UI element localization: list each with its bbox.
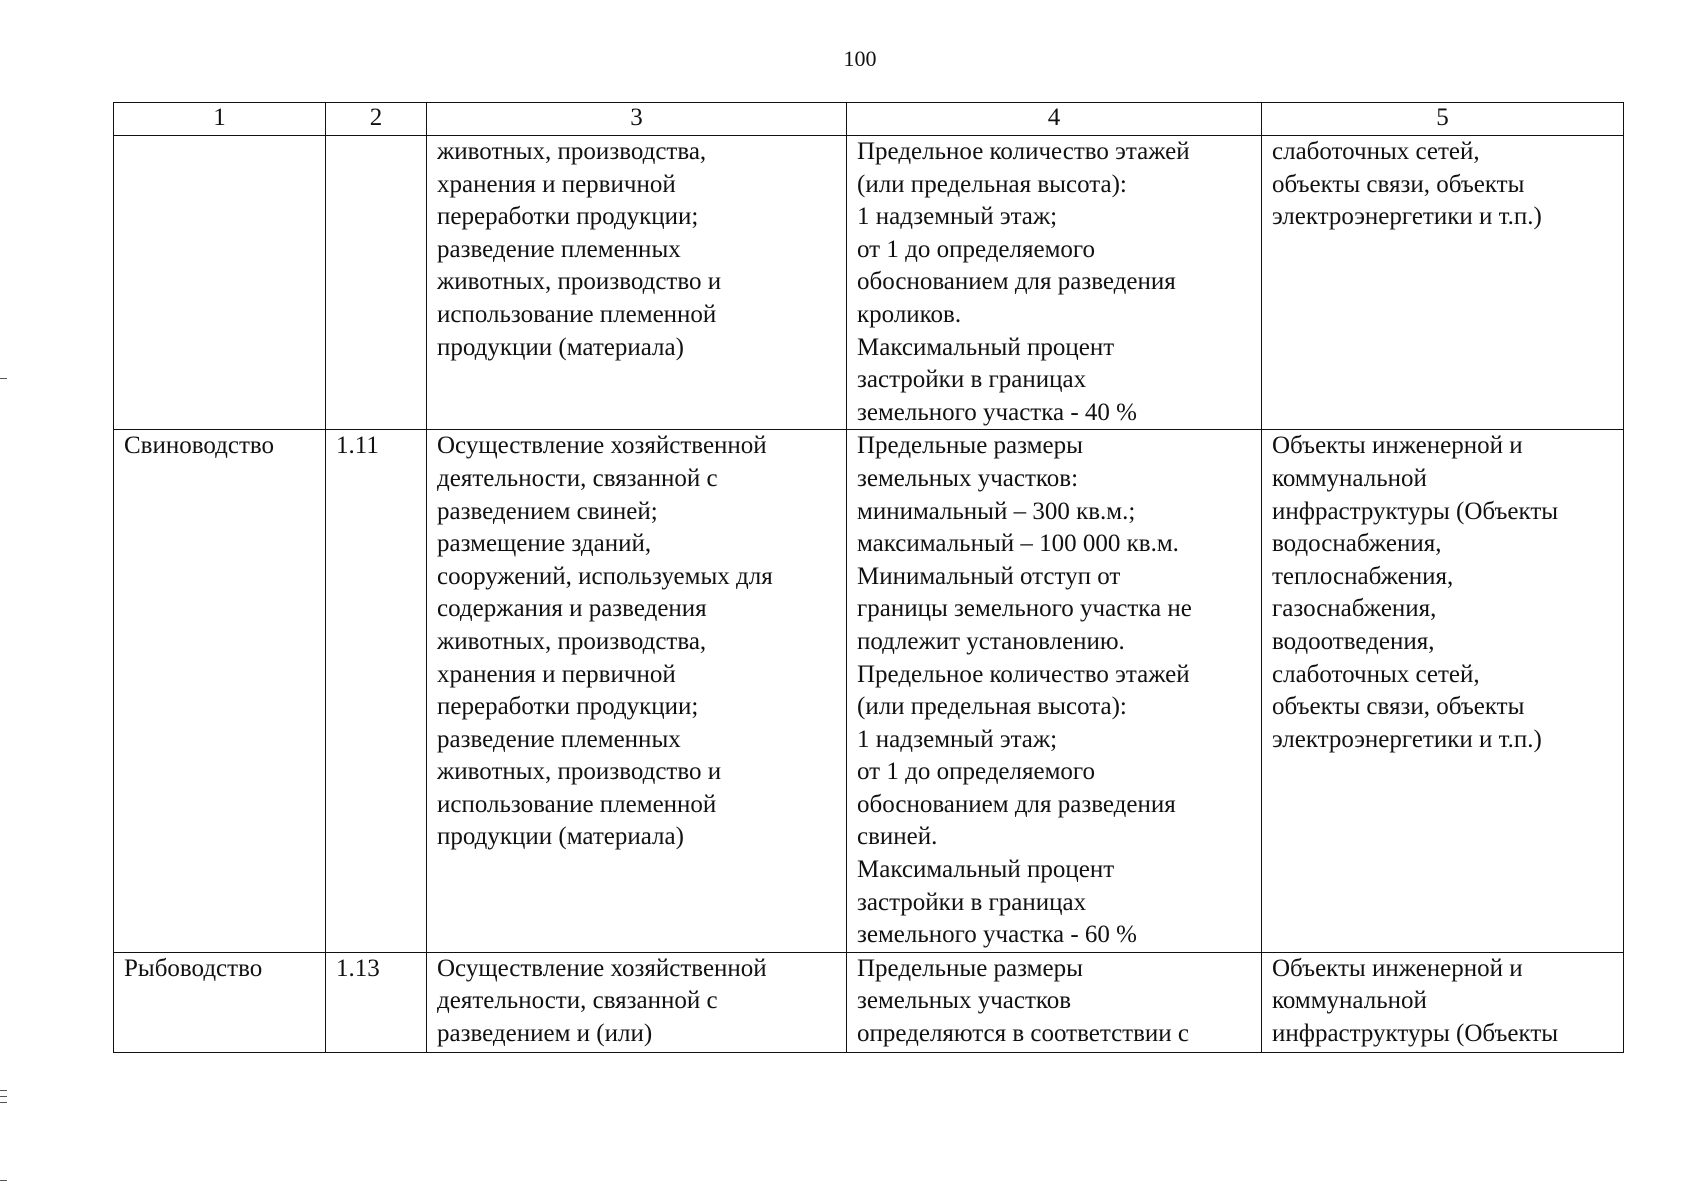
cell-line: свиней. — [857, 823, 938, 851]
cell-line: земельного участка - 40 % — [857, 398, 1137, 426]
margin-tick — [0, 1102, 7, 1103]
cell-line: объекты связи, объекты — [1272, 693, 1525, 721]
cell-line: 1 надземный этаж; — [857, 725, 1058, 753]
header-row — [114, 103, 1624, 136]
cell-line: (или предельная высота): — [857, 170, 1127, 198]
margin-tick — [0, 1180, 7, 1181]
page-number: 100 — [843, 46, 877, 71]
cell-line: земельных участков — [857, 987, 1072, 1015]
table-cell-col-4 — [847, 430, 1262, 953]
table-cell-col-5 — [1262, 952, 1624, 1052]
cell-line: водоотведения, — [1272, 627, 1435, 655]
cell-line: разведением свиней; — [437, 497, 658, 525]
cell-line: деятельности, связанной с — [437, 987, 718, 1015]
cell-line: электроэнергетики и т.п.) — [1272, 725, 1542, 753]
cell-line: разведение племенных — [437, 235, 681, 263]
cell-line: (или предельная высота): — [857, 693, 1127, 721]
cell-line: Максимальный процент — [857, 856, 1115, 884]
regulations-table — [113, 102, 1624, 1053]
cell-line: Свиноводство — [124, 432, 275, 460]
cell-line: слаботочных сетей, — [1272, 138, 1480, 165]
cell-line: использование племенной — [437, 790, 717, 818]
cell-line: объекты связи, объекты — [1272, 170, 1525, 198]
cell-line: застройки в границах — [857, 366, 1087, 394]
cell-line: земельного участка - 60 % — [857, 921, 1137, 949]
table-cell-col-2 — [326, 430, 427, 953]
cell-line: Предельное количество этажей — [857, 660, 1190, 688]
cell-line: Максимальный процент — [857, 333, 1115, 361]
cell-line: содержания и разведения — [437, 595, 707, 623]
cell-line: хранения и первичной — [437, 170, 676, 198]
header-cell-5: 5 — [1262, 103, 1624, 136]
cell-line: теплоснабжения, — [1272, 562, 1454, 590]
cell-line: разведением и (или) — [437, 1020, 653, 1048]
cell-line: животных, производство и — [437, 268, 722, 296]
cell-line: животных, производства, — [437, 627, 707, 655]
cell-line: максимальный – 100 000 кв.м. — [857, 530, 1179, 558]
cell-line: Рыбоводство — [124, 954, 263, 982]
cell-line: размещение зданий, — [437, 530, 652, 558]
header-cell-3: 3 — [427, 103, 847, 136]
table-cell-col-2 — [326, 136, 427, 430]
header-cell-4: 4 — [847, 103, 1262, 136]
table-cell-col-4 — [847, 136, 1262, 430]
header-cell-1: 1 — [114, 103, 326, 136]
cell-line: определяются в соответствии с — [857, 1020, 1190, 1048]
table-row — [114, 136, 1624, 430]
cell-line: Осуществление хозяйственной — [437, 954, 767, 982]
cell-line: Предельные размеры — [857, 432, 1083, 460]
cell-line: обоснованием для разведения — [857, 268, 1176, 296]
cell-line: 1 надземный этаж; — [857, 203, 1058, 231]
cell-line: земельных участков: — [857, 464, 1079, 492]
header-cell-2: 2 — [326, 103, 427, 136]
cell-line: сооружений, используемых для — [437, 562, 773, 590]
cell-line: деятельности, связанной с — [437, 464, 718, 492]
table-cell-col-1 — [114, 952, 326, 1052]
cell-line: минимальный – 300 кв.м.; — [857, 497, 1136, 525]
cell-line: электроэнергетики и т.п.) — [1272, 203, 1542, 231]
cell-line: животных, производства, — [437, 138, 707, 165]
table-cell-col-5 — [1262, 136, 1624, 430]
cell-line: подлежит установлению. — [857, 627, 1125, 655]
cell-line: разведение племенных — [437, 725, 681, 753]
table-row — [114, 952, 1624, 1052]
table-cell-col-2 — [326, 952, 427, 1052]
cell-line: газоснабжения, — [1272, 595, 1437, 623]
table-cell-col-3 — [427, 952, 847, 1052]
cell-line: Предельные размеры — [857, 954, 1083, 982]
cell-line: использование племенной — [437, 300, 717, 328]
table-cell-col-1 — [114, 430, 326, 953]
cell-line: инфраструктуры (Объекты — [1272, 1020, 1559, 1048]
cell-line: Объекты инженерной и — [1272, 954, 1523, 982]
cell-line: продукции (материала) — [437, 333, 684, 361]
margin-tick — [0, 378, 7, 379]
cell-line: хранения и первичной — [437, 660, 676, 688]
cell-line: 1.11 — [336, 432, 379, 460]
table-cell-col-1 — [114, 136, 326, 430]
cell-line: Осуществление хозяйственной — [437, 432, 767, 460]
table-cell-col-3 — [427, 136, 847, 430]
cell-line: переработки продукции; — [437, 693, 699, 721]
cell-line: продукции (материала) — [437, 823, 684, 851]
cell-line: переработки продукции; — [437, 203, 699, 231]
cell-line: Объекты инженерной и — [1272, 432, 1523, 460]
cell-line: инфраструктуры (Объекты — [1272, 497, 1559, 525]
cell-line: коммунальной — [1272, 464, 1427, 492]
table-cell-col-5 — [1262, 430, 1624, 953]
cell-line: Минимальный отступ от — [857, 562, 1121, 590]
table-cell-col-3 — [427, 430, 847, 953]
margin-tick — [0, 1096, 7, 1097]
margin-tick — [0, 1090, 7, 1091]
cell-line: слаботочных сетей, — [1272, 660, 1480, 688]
cell-line: кроликов. — [857, 300, 962, 328]
cell-line: 1.13 — [336, 954, 380, 982]
cell-line: животных, производство и — [437, 758, 722, 786]
table-cell-col-4 — [847, 952, 1262, 1052]
cell-line: коммунальной — [1272, 987, 1427, 1015]
cell-line: застройки в границах — [857, 888, 1087, 916]
cell-line: водоснабжения, — [1272, 530, 1442, 558]
cell-line: границы земельного участка не — [857, 595, 1192, 623]
cell-line: обоснованием для разведения — [857, 790, 1176, 818]
cell-line: от 1 до определяемого — [857, 758, 1096, 786]
cell-line: Предельное количество этажей — [857, 138, 1190, 165]
cell-line: от 1 до определяемого — [857, 235, 1096, 263]
table-row — [114, 430, 1624, 953]
